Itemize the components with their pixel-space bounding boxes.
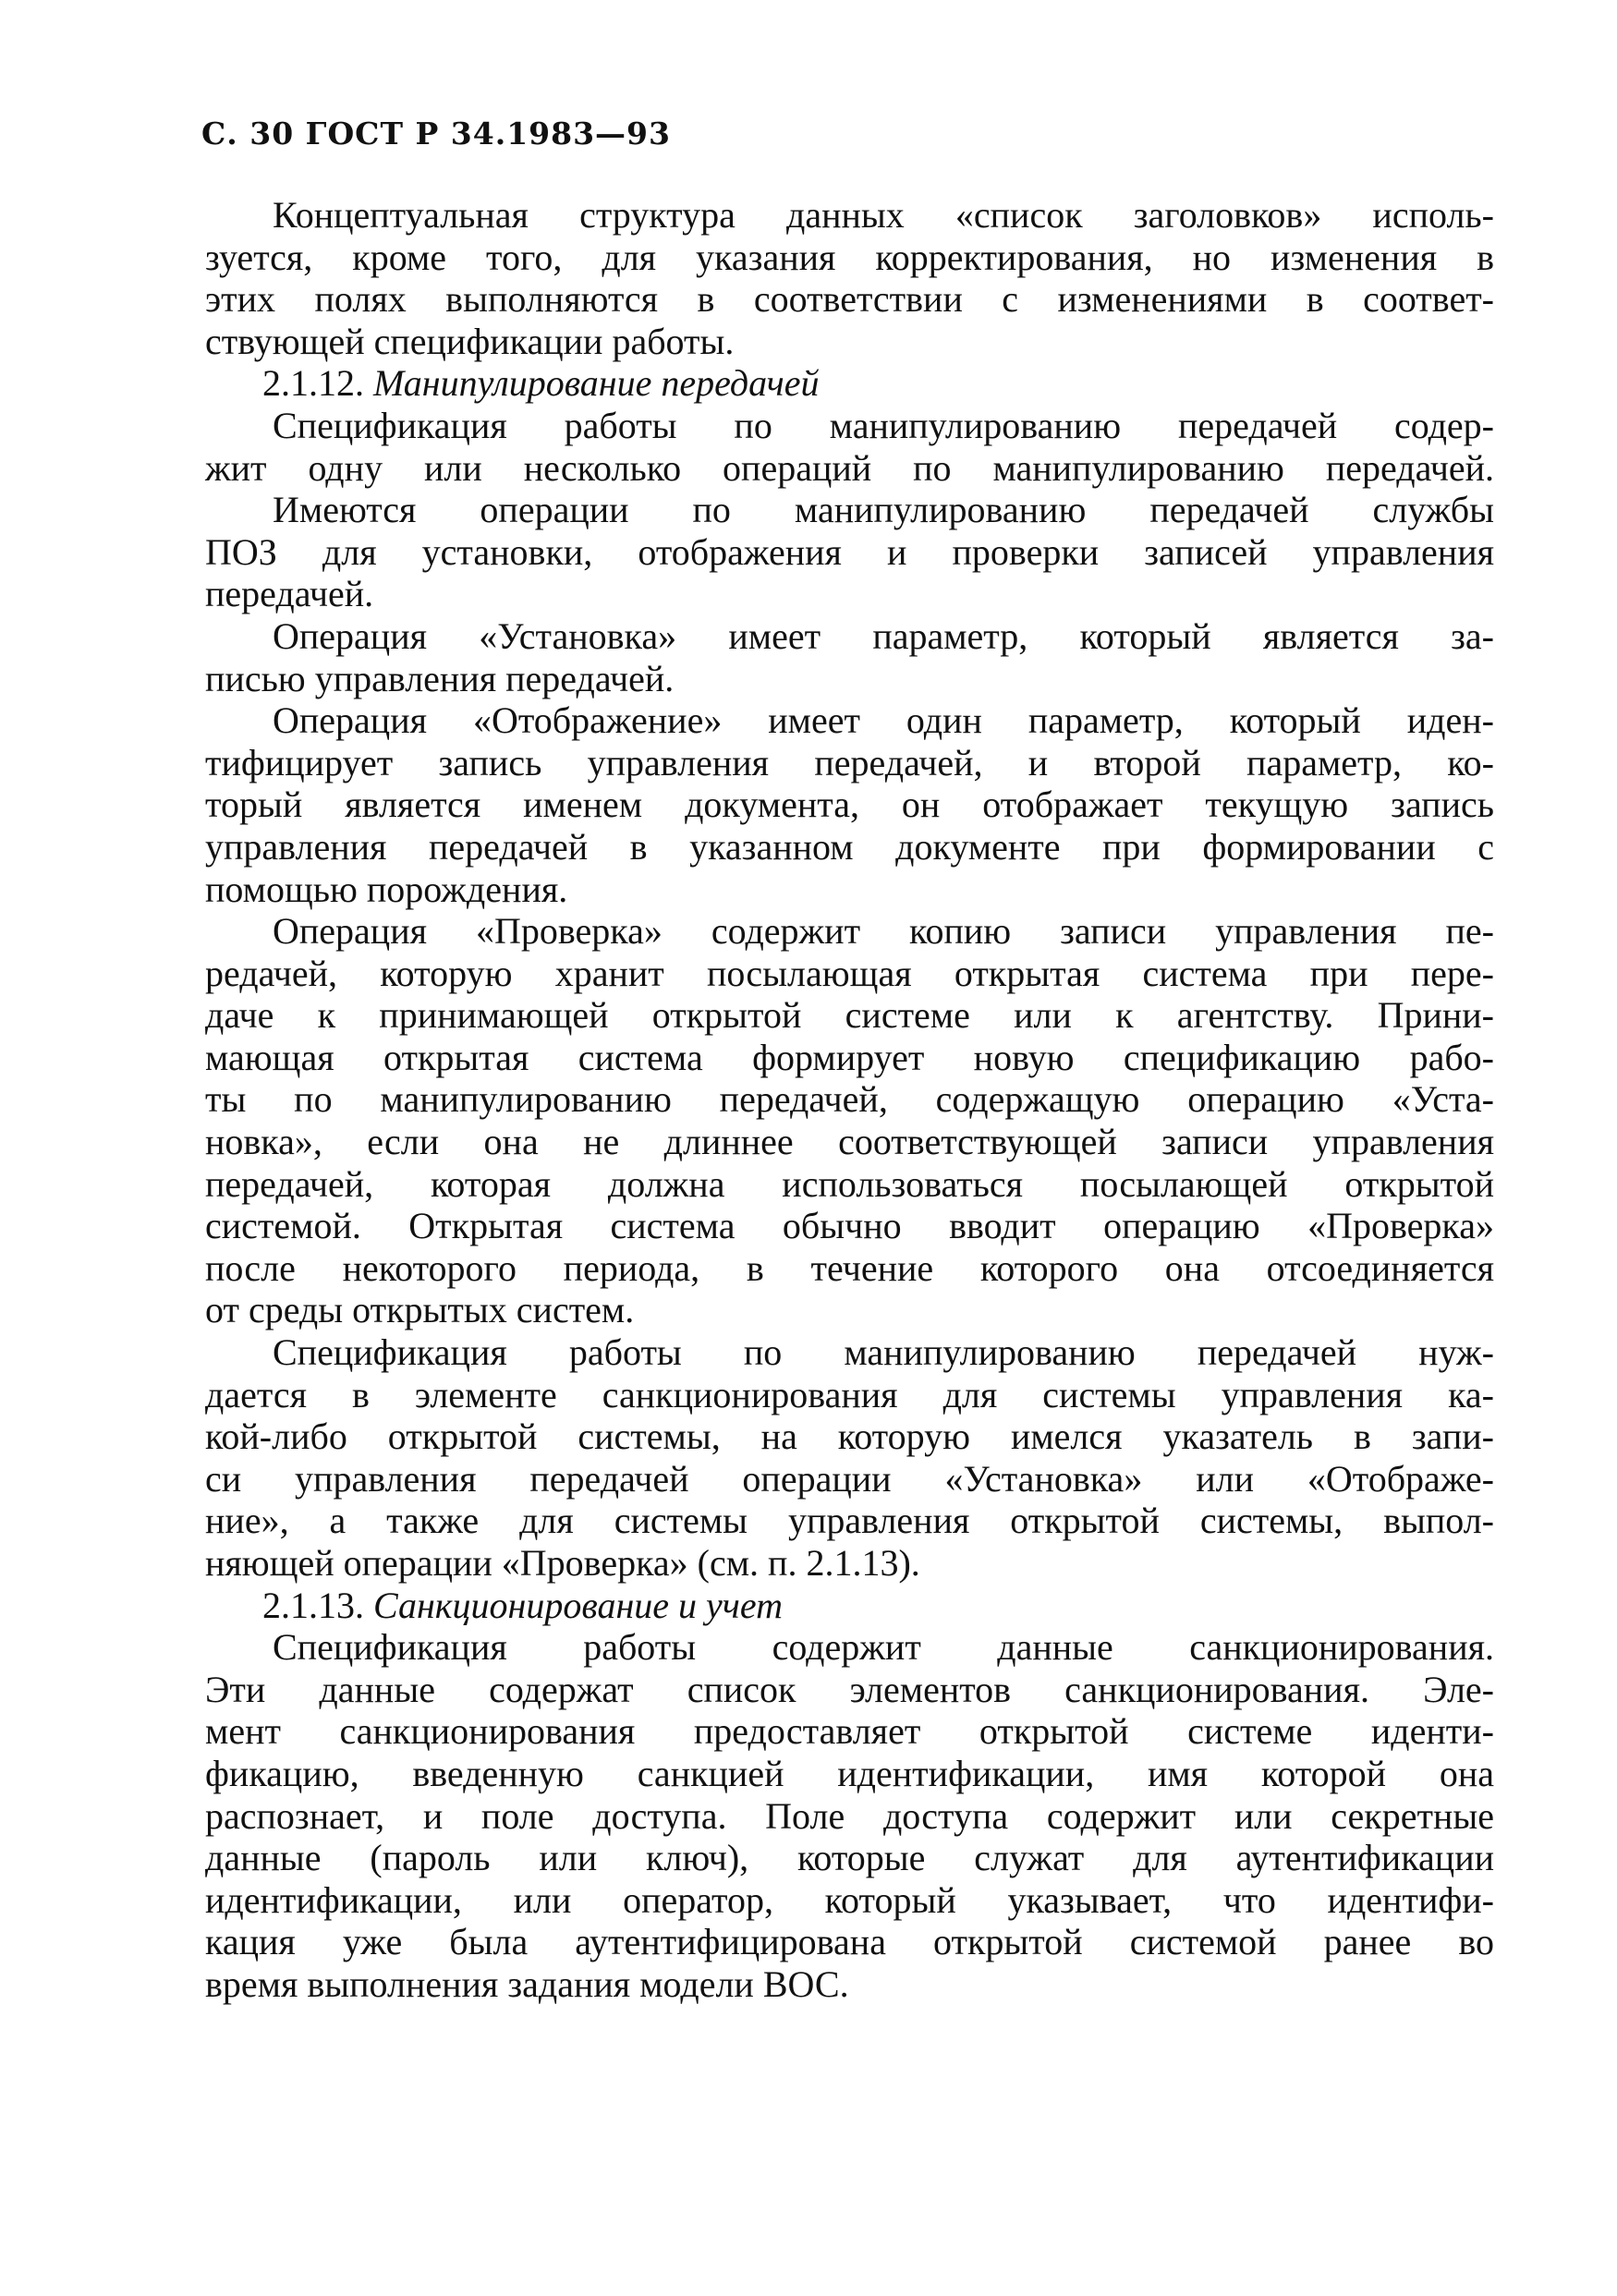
text-line: новка», если она не длиннее соответствующей записи управления	[205, 1121, 1494, 1163]
text-line: ние», а также для системы управления открытой системы, выпол-	[205, 1500, 1494, 1542]
text-line: Операция «Установка» имеет параметр, который является за-	[273, 614, 1494, 657]
text-line: Концептуальная структура данных «список заголовков» исполь-	[273, 194, 1494, 236]
text-line: Спецификация работы содержит данные санкционирования.	[273, 1626, 1494, 1669]
text-line: жит одну или несколько операций по манипулированию передачей.	[205, 446, 1494, 489]
section-title: Санкционирование и учет	[373, 1584, 783, 1626]
text-line: передачей.	[205, 573, 374, 615]
text-line: Спецификация работы по манипулированию передачей содер-	[273, 404, 1494, 446]
text-line: торый является именем документа, он отображает текущую запись	[205, 784, 1494, 826]
page-header: С. 30 ГОСТ Р 34.1983—93	[201, 115, 671, 152]
section-title: Манипулирование передачей	[373, 362, 820, 405]
text-line: управления передачей в указанном документе при формировании с	[205, 825, 1494, 868]
text-line: после некоторого периода, в течение которого она отсоединяется	[205, 1246, 1494, 1289]
text-line: ствующей спецификации работы.	[205, 320, 735, 362]
text-line: системой. Открытая система обычно вводит операцию «Проверка»	[205, 1205, 1494, 1247]
text-line: данные (пароль или ключ), которые служат для аутентификации	[205, 1837, 1494, 1879]
text-line: няющей операции «Проверка» (см. п. 2.1.13).	[205, 1542, 920, 1584]
text-line: помощью порождения.	[205, 868, 568, 910]
text-line: Имеются операции по манипулированию передачей службы	[273, 489, 1494, 531]
text-line: Спецификация работы по манипулированию передачей нуж-	[273, 1331, 1494, 1374]
text-line: идентификации, или оператор, который указывает, что идентифи-	[205, 1878, 1494, 1921]
text-line: редачей, которую хранит посылающая открытая система при пере-	[205, 952, 1494, 994]
section-heading-2-1-12	[205, 362, 1494, 405]
text-line: от среды открытых систем.	[205, 1289, 635, 1331]
text-line: писью управления передачей.	[205, 657, 675, 699]
text-line: кация уже была аутентифицирована открытой системой ранее во	[205, 1921, 1494, 1963]
text-line: ты по манипулированию передачей, содержащую операцию «Уста-	[205, 1078, 1494, 1121]
section-number: 2.1.12.	[262, 362, 364, 405]
text-line: передачей, которая должна использоваться посылающей открытой	[205, 1162, 1494, 1205]
document-body	[205, 194, 1494, 2006]
section-heading-2-1-13	[205, 1585, 1494, 1627]
text-line: распознает, и поле доступа. Поле доступа содержит или секретные	[205, 1794, 1494, 1837]
text-line: этих полях выполняются в соответствии с изменениями в соответ-	[205, 278, 1494, 321]
text-line: Эти данные содержат список элементов санкционирования. Эле-	[205, 1668, 1494, 1710]
text-line: фикацию, введенную санкцией идентификации, имя которой она	[205, 1752, 1494, 1794]
text-line: дается в элементе санкционирования для системы управления ка-	[205, 1373, 1494, 1415]
text-line: тифицирует запись управления передачей, и второй параметр, ко-	[205, 741, 1494, 784]
text-line: зуется, кроме того, для указания корректирования, но изменения в	[205, 236, 1494, 278]
text-line: ПОЗ для установки, отображения и проверки записей управления	[205, 530, 1494, 573]
text-line: мент санкционирования предоставляет открытой системе иденти-	[205, 1710, 1494, 1753]
text-line: Операция «Проверка» содержит копию записи управления пе-	[273, 910, 1494, 953]
text-line: си управления передачей операции «Установка» или «Отображе-	[205, 1457, 1494, 1500]
text-line: кой-либо открытой системы, на которую имелся указатель в запи-	[205, 1415, 1494, 1458]
text-line: мающая открытая система формирует новую спецификацию рабо-	[205, 1036, 1494, 1078]
text-line: Операция «Отображение» имеет один параметр, который иден-	[273, 699, 1494, 742]
text-line: время выполнения задания модели ВОС.	[205, 1962, 849, 2005]
text-line: даче к принимающей открытой системе или к агентству. Прини-	[205, 994, 1494, 1037]
section-number: 2.1.13.	[262, 1584, 364, 1626]
